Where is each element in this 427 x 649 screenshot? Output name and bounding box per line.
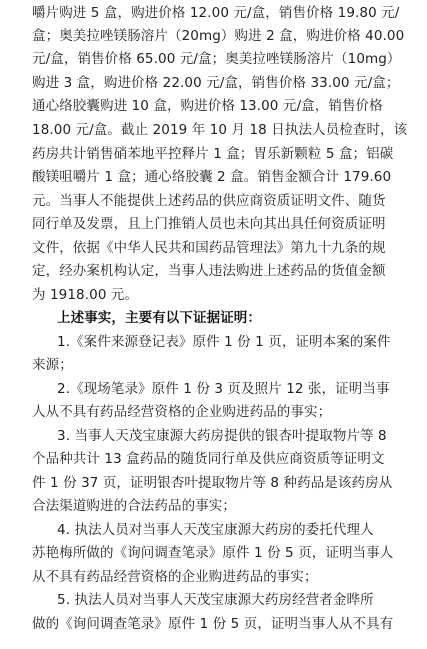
evidence-item-3: 3. 当事人天茂宝康源大药房提供的银杏叶提取物片等 8 (57, 428, 387, 444)
evidence-item-1: 1.《案件来源登记表》原件 1 份 1 页，证明本案的案件 (57, 334, 391, 350)
evidence-item-4: 4. 执法人员对当事人天茂宝康源大药房的委托代理人 (57, 522, 374, 538)
body-text-line: 嚼片购进 5 盒，购进价格 12.00 元/盒，销售价格 19.80 元/ (32, 5, 400, 21)
evidence-item-2: 2.《现场笔录》原件 1 份 3 页及照片 12 张，证明当事 (57, 381, 390, 397)
body-text-line: 盒；奥美拉唑镁肠溶片（20mg）购进 2 盒，购进价格 40.00 (32, 28, 405, 44)
body-text-line: 元。当事人不能提供上述药品的供应商资质证明文件、随货 (32, 193, 386, 209)
evidence-item-5: 5. 执法人员对当事人天茂宝康源大药房经营者金晔所 (57, 592, 374, 608)
body-text-line: 件 1 份 37 页，证明银杏叶提取物片等 8 种药品是该药房从 (32, 475, 393, 491)
body-text-line: 苏艳梅所做的《询问调查笔录》原件 1 份 5 页，证明当事人 (32, 545, 394, 561)
body-text-line: 通心络胶囊购进 10 盒，购进价格 13.00 元/盒，销售价格 (32, 98, 383, 114)
body-text-line: 18.00 元/盒。截止 2019 年 10 月 18 日执法人员检查时，该 (32, 122, 408, 138)
section-heading: 上述事实，主要有以下证据证明： (57, 310, 261, 326)
body-text-line: 做的《询问调查笔录》原件 1 份 5 页，证明当事人从不具有 (32, 616, 394, 632)
body-text-line: 来源； (32, 357, 73, 373)
body-text-line: 合法渠道购进的合法药品的事实； (32, 498, 236, 514)
body-text-line: 人从不具有药品经营资格的企业购进药品的事实； (32, 404, 332, 420)
body-text-line: 购进 3 盒，购进价格 22.00 元/盒，销售价格 33.00 元/盒； (32, 75, 400, 91)
body-text-line: 为 1918.00 元。 (32, 287, 139, 303)
body-text-line: 个品种共计 13 盒药品的随货同行单及供应商资质等证明文 (32, 451, 385, 467)
body-text-line: 同行单及发票，且上门推销人员也未向其出具任何资质证明 (32, 216, 386, 232)
body-text-line: 酸镁咀嚼片 1 盒；通心络胶囊 2 盒。销售金额合计 179.60 (32, 169, 392, 185)
body-text-line: 药房共计销售硝苯地平控释片 1 盒；胃乐新颗粒 5 盒；铝碳 (32, 146, 394, 162)
body-text-line: 定，经办案机构认定，当事人违法购进上述药品的货值金额 (32, 263, 386, 279)
body-text-line: 从不具有药品经营资格的企业购进药品的事实； (32, 569, 318, 585)
body-text-line: 元/盒，销售价格 65.00 元/盒；奥美拉唑镁肠溶片（10mg） (32, 51, 401, 67)
body-text-line: 文件，依据《中华人民共和国药品管理法》第九十九条的规 (32, 240, 386, 256)
